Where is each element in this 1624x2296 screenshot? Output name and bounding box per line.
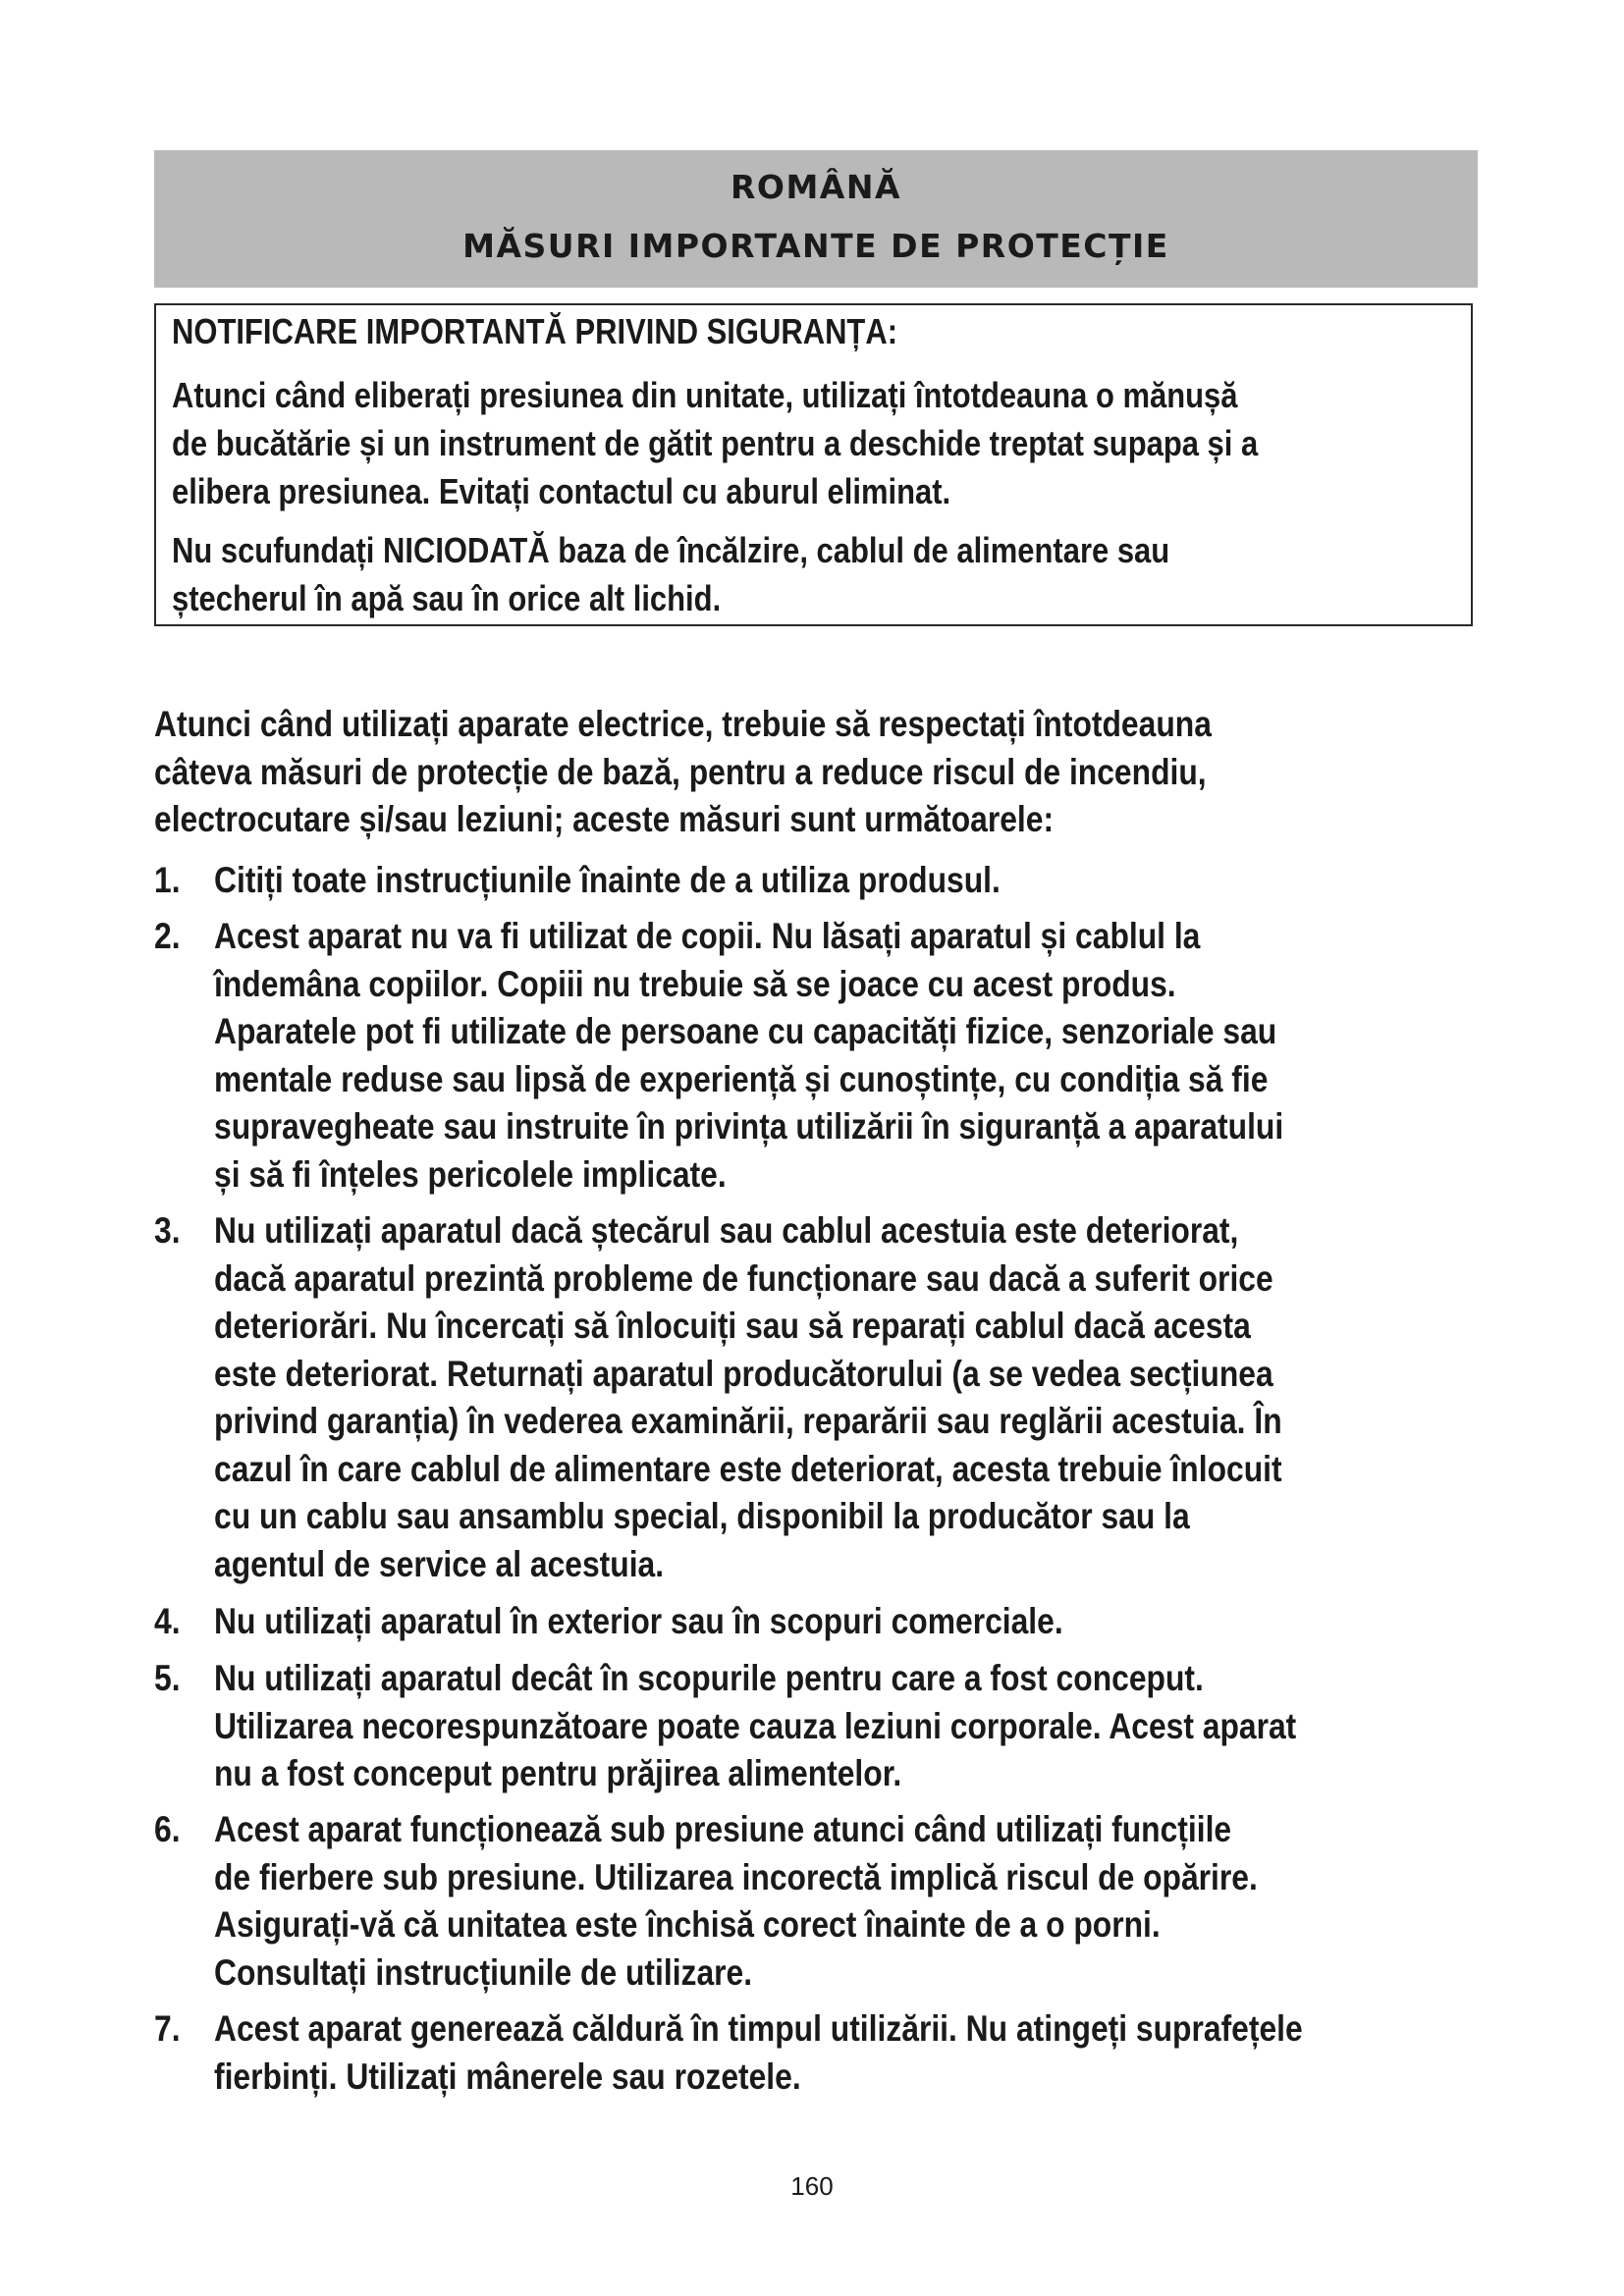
list-item-number: 6. [154,1809,181,1849]
intro-paragraph: Atunci când utilizați aparate electrice, trebuie să respectați întotdeauna câteva măsuri de protecție de bază, pentru a reduce riscul de incendiu, electrocutare și/sau leziuni; aceste măsuri sunt următoarele: [154,704,1212,839]
list-item-text: Acest aparat nu va fi utilizat de copii. Nu lăsați aparatul și cablul la îndemâna copiilor. Copiii nu trebuie să se joace cu acest produs. Aparatele pot fi utilizate de persoane cu capacități fizice, senzoriale sau mentale reduse sau lipsă de experiență și cunoștințe, cu condiția să fie supravegheate sau instruite în privința utilizării în siguranță a aparatului și să fi înțeles pericolele implicate. [214,916,1284,1195]
list-item-number: 3. [154,1210,181,1251]
list-item-number: 4. [154,1601,181,1641]
page-title: MĂSURI IMPORTANTE DE PROTECȚIE [462,227,1169,265]
list-item-text: Acest aparat generează căldură în timpul utilizării. Nu atingeți suprafețele fierbinți. Utilizați mânerele sau rozetele. [214,2008,1303,2097]
list-item-number: 2. [154,916,181,956]
safety-notice-paragraph: Atunci când eliberați presiunea din unitate, utilizați întotdeauna o mănușă de bucătărie și un instrument de gătit pentru a deschide treptat supapa și a elibera presiunea. Evitați contactul cu aburul eliminat. [172,375,1259,511]
safety-notice-title: NOTIFICARE IMPORTANTĂ PRIVIND SIGURANȚA: [172,311,898,351]
list-item-text: Acest aparat funcționează sub presiune atunci când utilizați funcțiile de fierbere sub presiune. Utilizarea incorectă implică riscul de opărire. Asigurați-vă că unitatea este închisă corect înainte de a o porni. Consultați instrucțiunile de utilizare. [214,1809,1258,1993]
list-item-text: Nu utilizați aparatul decât în scopurile pentru care a fost conceput. Utilizarea necorespunzătoare poate cauza leziuni corporale. Acest aparat nu a fost conceput pentru prăjirea alimentelor. [214,1658,1297,1793]
list-item-text: Nu utilizați aparatul dacă ștecărul sau cablul acestuia este deteriorat, dacă aparatul prezintă probleme de funcționare sau dacă a suferit orice deteriorări. Nu încercați să înlocuiți sau să reparați cablul dacă acesta este deteriorat. Returnați aparatul producătorului (a se vedea secțiunea privind garanția) în vederea examinării, reparării sau reglării acestuia. În cazul în care cablul de alimentare este deteriorat, acesta trebuie înlocuit cu un cablu sau ansamblu special, disponibil la producător sau la agentul de service al acestuia. [214,1210,1282,1584]
safety-notice-box [154,303,1473,626]
page-number: 160 [790,2171,834,2201]
list-item-number: 7. [154,2008,181,2049]
safety-notice-paragraph: Nu scufundați NICIODATĂ baza de încălzire, cablul de alimentare sau ștecherul în apă sau în orice alt lichid. [172,530,1170,618]
list-item-text: Nu utilizați aparatul în exterior sau în scopuri comerciale. [214,1601,1063,1641]
list-item-number: 5. [154,1658,181,1698]
section-header [154,150,1478,288]
list-item-number: 1. [154,860,181,900]
list-item-text: Citiți toate instrucțiunile înainte de a utiliza produsul. [214,860,1001,900]
language-heading: ROMÂNĂ [731,168,901,206]
